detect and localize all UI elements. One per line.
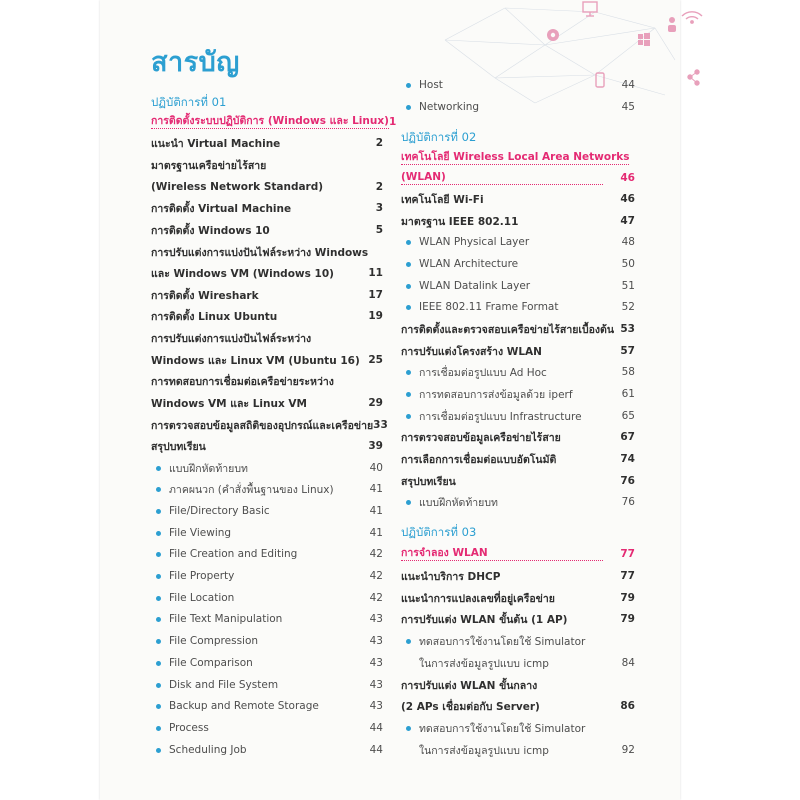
toc-entry-title: การปรับแต่งโครงสร้าง WLAN	[401, 345, 542, 358]
wifi-icon	[682, 12, 702, 23]
toc-entry	[151, 285, 383, 305]
toc-entry-title: (WLAN)	[401, 171, 603, 185]
toc-entry-title: File Viewing	[151, 527, 351, 539]
toc-entry	[401, 740, 635, 760]
toc-entry	[151, 479, 383, 499]
toc-entry-title: File Property	[151, 570, 351, 582]
toc-entry-title: WLAN Datalink Layer	[401, 280, 603, 292]
toc-entry-title: Scheduling Job	[151, 744, 351, 756]
toc-entry	[151, 112, 397, 132]
toc-entry	[151, 242, 383, 262]
toc-entry-title: WLAN Architecture	[401, 258, 603, 270]
toc-entry-page: 11	[368, 267, 383, 279]
toc-entry	[151, 155, 383, 175]
toc-entry-page: 40	[369, 462, 383, 474]
toc-entry-page: 42	[369, 592, 383, 604]
toc-entry	[401, 276, 635, 296]
toc-entry	[151, 631, 383, 651]
toc-entry-page: 50	[621, 258, 635, 270]
toc-entry-page: 46	[620, 193, 635, 205]
toc-entry-page: 3	[375, 202, 383, 214]
toc-entry-page: 51	[621, 280, 635, 292]
toc-entry-title: File Creation and Editing	[151, 548, 351, 560]
section-heading	[151, 93, 383, 113]
toc-entry-title: การทดสอบการเชื่อมต่อเครือข่ายระหว่าง	[151, 375, 334, 388]
toc-entry-title: การตรวจสอบข้อมูลเครือข่ายไร้สาย	[401, 431, 561, 444]
toc-entry-page: 42	[369, 570, 383, 582]
toc-entry-page: 84	[621, 657, 635, 669]
users-icon	[668, 17, 676, 32]
toc-entry	[151, 393, 383, 413]
toc-entry-page: 86	[620, 700, 635, 712]
toc-entry-title: มาตรฐาน IEEE 802.11	[401, 215, 519, 228]
toc-entry-page: 76	[621, 496, 635, 508]
share-icon	[688, 70, 699, 85]
toc-entry-title: การเชื่อมต่อรูปแบบ Infrastructure	[401, 408, 603, 425]
toc-entry-title: เทคโนโลยี Wireless Local Area Networks	[401, 151, 630, 163]
toc-entry-page: 77	[620, 570, 635, 582]
windows-icon	[638, 33, 650, 46]
toc-entry-title: ปฏิบัติการที่ 02	[401, 130, 477, 144]
toc-entry-title: File Comparison	[151, 657, 351, 669]
toc-entry-page: 77	[620, 548, 635, 560]
toc-entry-page: 42	[369, 548, 383, 560]
toc-entry	[151, 306, 383, 326]
toc-entry	[401, 362, 635, 382]
toc-entry-title: สรุปบทเรียน	[151, 440, 206, 453]
toc-entry	[401, 566, 635, 586]
monitor-icon	[583, 2, 597, 16]
toc-entry-title: การติดตั้ง Linux Ubuntu	[151, 310, 278, 323]
toc-entry-page: 5	[375, 224, 383, 236]
toc-entry-page: 67	[620, 431, 635, 443]
toc-entry-title: การทดสอบการส่งข้อมูลด้วย iperf	[401, 386, 603, 403]
toc-entry	[151, 653, 383, 673]
toc-entry-title: WLAN Physical Layer	[401, 236, 603, 248]
toc-entry	[401, 675, 635, 695]
toc-entry-title: File Text Manipulation	[151, 613, 351, 625]
toc-entry	[151, 675, 383, 695]
toc-entry	[401, 232, 635, 252]
toc-entry-title: สรุปบทเรียน	[401, 475, 456, 488]
toc-entry	[401, 168, 635, 188]
section-heading	[401, 128, 635, 148]
toc-entry-title: การปรับแต่ง WLAN ขั้นกลาง	[401, 679, 538, 692]
toc-entry-title: Host	[401, 79, 603, 91]
toc-entry-page: 44	[369, 744, 383, 756]
toc-entry	[151, 177, 383, 197]
toc-entry	[151, 220, 383, 240]
toc-entry	[151, 523, 383, 543]
toc-entry-title: ในการส่งข้อมูลรูปแบบ icmp	[419, 657, 549, 670]
toc-entry-title: แบบฝึกหัดท้ายบท	[151, 460, 351, 477]
toc-entry-page: 29	[368, 397, 383, 409]
toc-entry-page: 41	[369, 483, 383, 495]
toc-entry-page: 74	[620, 453, 635, 465]
toc-entry	[401, 319, 635, 339]
toc-entry-page: 44	[621, 79, 635, 91]
toc-entry-page: 43	[369, 657, 383, 669]
toc-entry-title: เทคโนโลยี Wi-Fi	[401, 193, 484, 206]
toc-entry	[401, 544, 635, 564]
toc-entry-title: ปฏิบัติการที่ 03	[401, 525, 477, 539]
toc-entry	[401, 97, 635, 117]
toc-entry-title: ปฏิบัติการที่ 01	[151, 95, 227, 109]
toc-entry-page: 53	[620, 323, 635, 335]
toc-entry-page: 41	[369, 527, 383, 539]
toc-entry-page: 61	[621, 388, 635, 400]
toc-entry-title: การเชื่อมต่อรูปแบบ Ad Hoc	[401, 364, 603, 381]
toc-entry	[401, 653, 635, 673]
toc-entry-page: 45	[621, 101, 635, 113]
toc-entry-page: 44	[369, 722, 383, 734]
toc-entry-page: 41	[369, 505, 383, 517]
toc-entry-page: 33	[373, 419, 388, 431]
toc-entry-title: ทดสอบการใช้งานโดยใช้ Simulator	[401, 633, 603, 650]
toc-entry	[151, 198, 383, 218]
toc-entry	[401, 718, 635, 738]
toc-entry-title: Networking	[401, 101, 603, 113]
toc-entry-title: Windows และ Linux VM (Ubuntu 16)	[151, 354, 360, 367]
toc-entry-page: 47	[620, 215, 635, 227]
page-title: สารบัญ	[151, 47, 240, 78]
toc-entry	[151, 696, 383, 716]
toc-entry-title: การตรวจสอบข้อมูลสถิติของอุปกรณ์และเครือข่าย	[151, 419, 374, 432]
toc-entry-title: แบบฝึกหัดท้ายบท	[401, 494, 603, 511]
toc-entry	[401, 75, 635, 95]
toc-entry	[401, 471, 635, 491]
toc-entry	[401, 297, 635, 317]
toc-entry-page: 39	[368, 440, 383, 452]
toc-entry-title: การเลือกการเชื่อมต่อแบบอัตโนมัติ	[401, 453, 557, 466]
toc-entry	[151, 544, 383, 564]
toc-entry-title: (Wireless Network Standard)	[151, 181, 324, 193]
section-heading	[401, 523, 635, 543]
toc-entry-title: การปรับแต่งการแบ่งปันไฟล์ระหว่าง	[151, 332, 312, 345]
toc-entry-title: และ Windows VM (Windows 10)	[151, 267, 334, 280]
toc-entry	[401, 609, 635, 629]
toc-entry-page: 19	[368, 310, 383, 322]
toc-entry-title: การติดตั้ง Virtual Machine	[151, 202, 292, 215]
toc-entry-title: File Compression	[151, 635, 351, 647]
gear-icon	[547, 29, 559, 41]
toc-entry-title: มาตรฐานเครือข่ายไร้สาย	[151, 159, 267, 172]
toc-entry-page: 25	[368, 354, 383, 366]
toc-entry	[151, 415, 388, 435]
toc-entry-title: แนะนำ Virtual Machine	[151, 137, 281, 150]
toc-entry-page: 2	[375, 137, 383, 149]
toc-entry-page: 76	[620, 475, 635, 487]
toc-entry-page: 79	[620, 613, 635, 625]
toc-entry	[151, 588, 383, 608]
toc-entry	[151, 436, 383, 456]
toc-entry-page: 65	[621, 410, 635, 422]
toc-entry	[401, 492, 635, 512]
toc-entry-title: การปรับแต่งการแบ่งปันไฟล์ระหว่าง Windows	[151, 246, 369, 259]
toc-entry	[151, 718, 383, 738]
toc-entry-page: 43	[369, 613, 383, 625]
toc-entry-title: ภาคผนวก (คำสั่งพื้นฐานของ Linux)	[151, 481, 351, 498]
toc-entry-title: การติดตั้งระบบปฏิบัติการ (Windows และ Linux)	[151, 115, 389, 127]
toc-entry-title: Backup and Remote Storage	[151, 700, 351, 712]
toc-entry	[151, 458, 383, 478]
toc-entry-page: 43	[369, 635, 383, 647]
toc-entry	[151, 371, 383, 391]
toc-entry-page: 2	[375, 181, 383, 193]
toc-entry-title: ทดสอบการใช้งานโดยใช้ Simulator	[401, 720, 603, 737]
toc-entry-title: การปรับแต่ง WLAN ขั้นต้น (1 AP)	[401, 613, 568, 626]
toc-entry	[151, 350, 383, 370]
toc-entry-page: 57	[620, 345, 635, 357]
toc-entry-page: 46	[620, 172, 635, 184]
toc-entry-page: 52	[621, 301, 635, 313]
toc-entry-page: 43	[369, 700, 383, 712]
toc-entry	[401, 148, 635, 168]
toc-entry	[151, 609, 383, 629]
toc-entry	[401, 406, 635, 426]
toc-entry-title: การติดตั้งและตรวจสอบเครือข่ายไร้สายเบื้องต้น	[401, 323, 615, 336]
toc-entry	[401, 696, 635, 716]
toc-entry-page: 17	[368, 289, 383, 301]
toc-entry-page: 92	[621, 744, 635, 756]
toc-entry	[401, 631, 635, 651]
toc-entry	[151, 263, 383, 283]
toc-entry-title: แนะนำการแปลงเลขที่อยู่เครือข่าย	[401, 592, 555, 605]
toc-entry-page: 48	[621, 236, 635, 248]
toc-entry	[151, 133, 383, 153]
toc-entry	[151, 740, 383, 760]
toc-entry	[401, 341, 635, 361]
toc-entry-title: ในการส่งข้อมูลรูปแบบ icmp	[419, 744, 549, 757]
toc-entry-title: (2 APs เชื่อมต่อกับ Server)	[401, 700, 540, 713]
toc-entry-page: 79	[620, 592, 635, 604]
toc-entry-page: 43	[369, 679, 383, 691]
toc-entry-page: 58	[621, 366, 635, 378]
toc-entry-page: 1	[388, 116, 397, 128]
toc-entry	[401, 254, 635, 274]
toc-entry-title: File Location	[151, 592, 351, 604]
toc-entry	[151, 501, 383, 521]
toc-entry-title: Process	[151, 722, 351, 734]
toc-entry-title: การจำลอง WLAN	[401, 547, 603, 561]
toc-entry	[401, 384, 635, 404]
toc-entry	[401, 449, 635, 469]
toc-entry	[401, 211, 635, 231]
toc-page	[100, 0, 680, 800]
toc-entry	[401, 427, 635, 447]
toc-entry-title: IEEE 802.11 Frame Format	[401, 301, 603, 313]
toc-entry	[401, 189, 635, 209]
toc-entry	[401, 588, 635, 608]
toc-entry-title: Disk and File System	[151, 679, 351, 691]
toc-entry-title: แนะนำบริการ DHCP	[401, 570, 501, 583]
toc-entry-title: การติดตั้ง Wireshark	[151, 289, 259, 302]
toc-entry-title: File/Directory Basic	[151, 505, 351, 517]
toc-entry	[151, 566, 383, 586]
toc-entry-title: Windows VM และ Linux VM	[151, 397, 307, 410]
toc-entry	[151, 328, 383, 348]
toc-entry-title: การติดตั้ง Windows 10	[151, 224, 270, 237]
